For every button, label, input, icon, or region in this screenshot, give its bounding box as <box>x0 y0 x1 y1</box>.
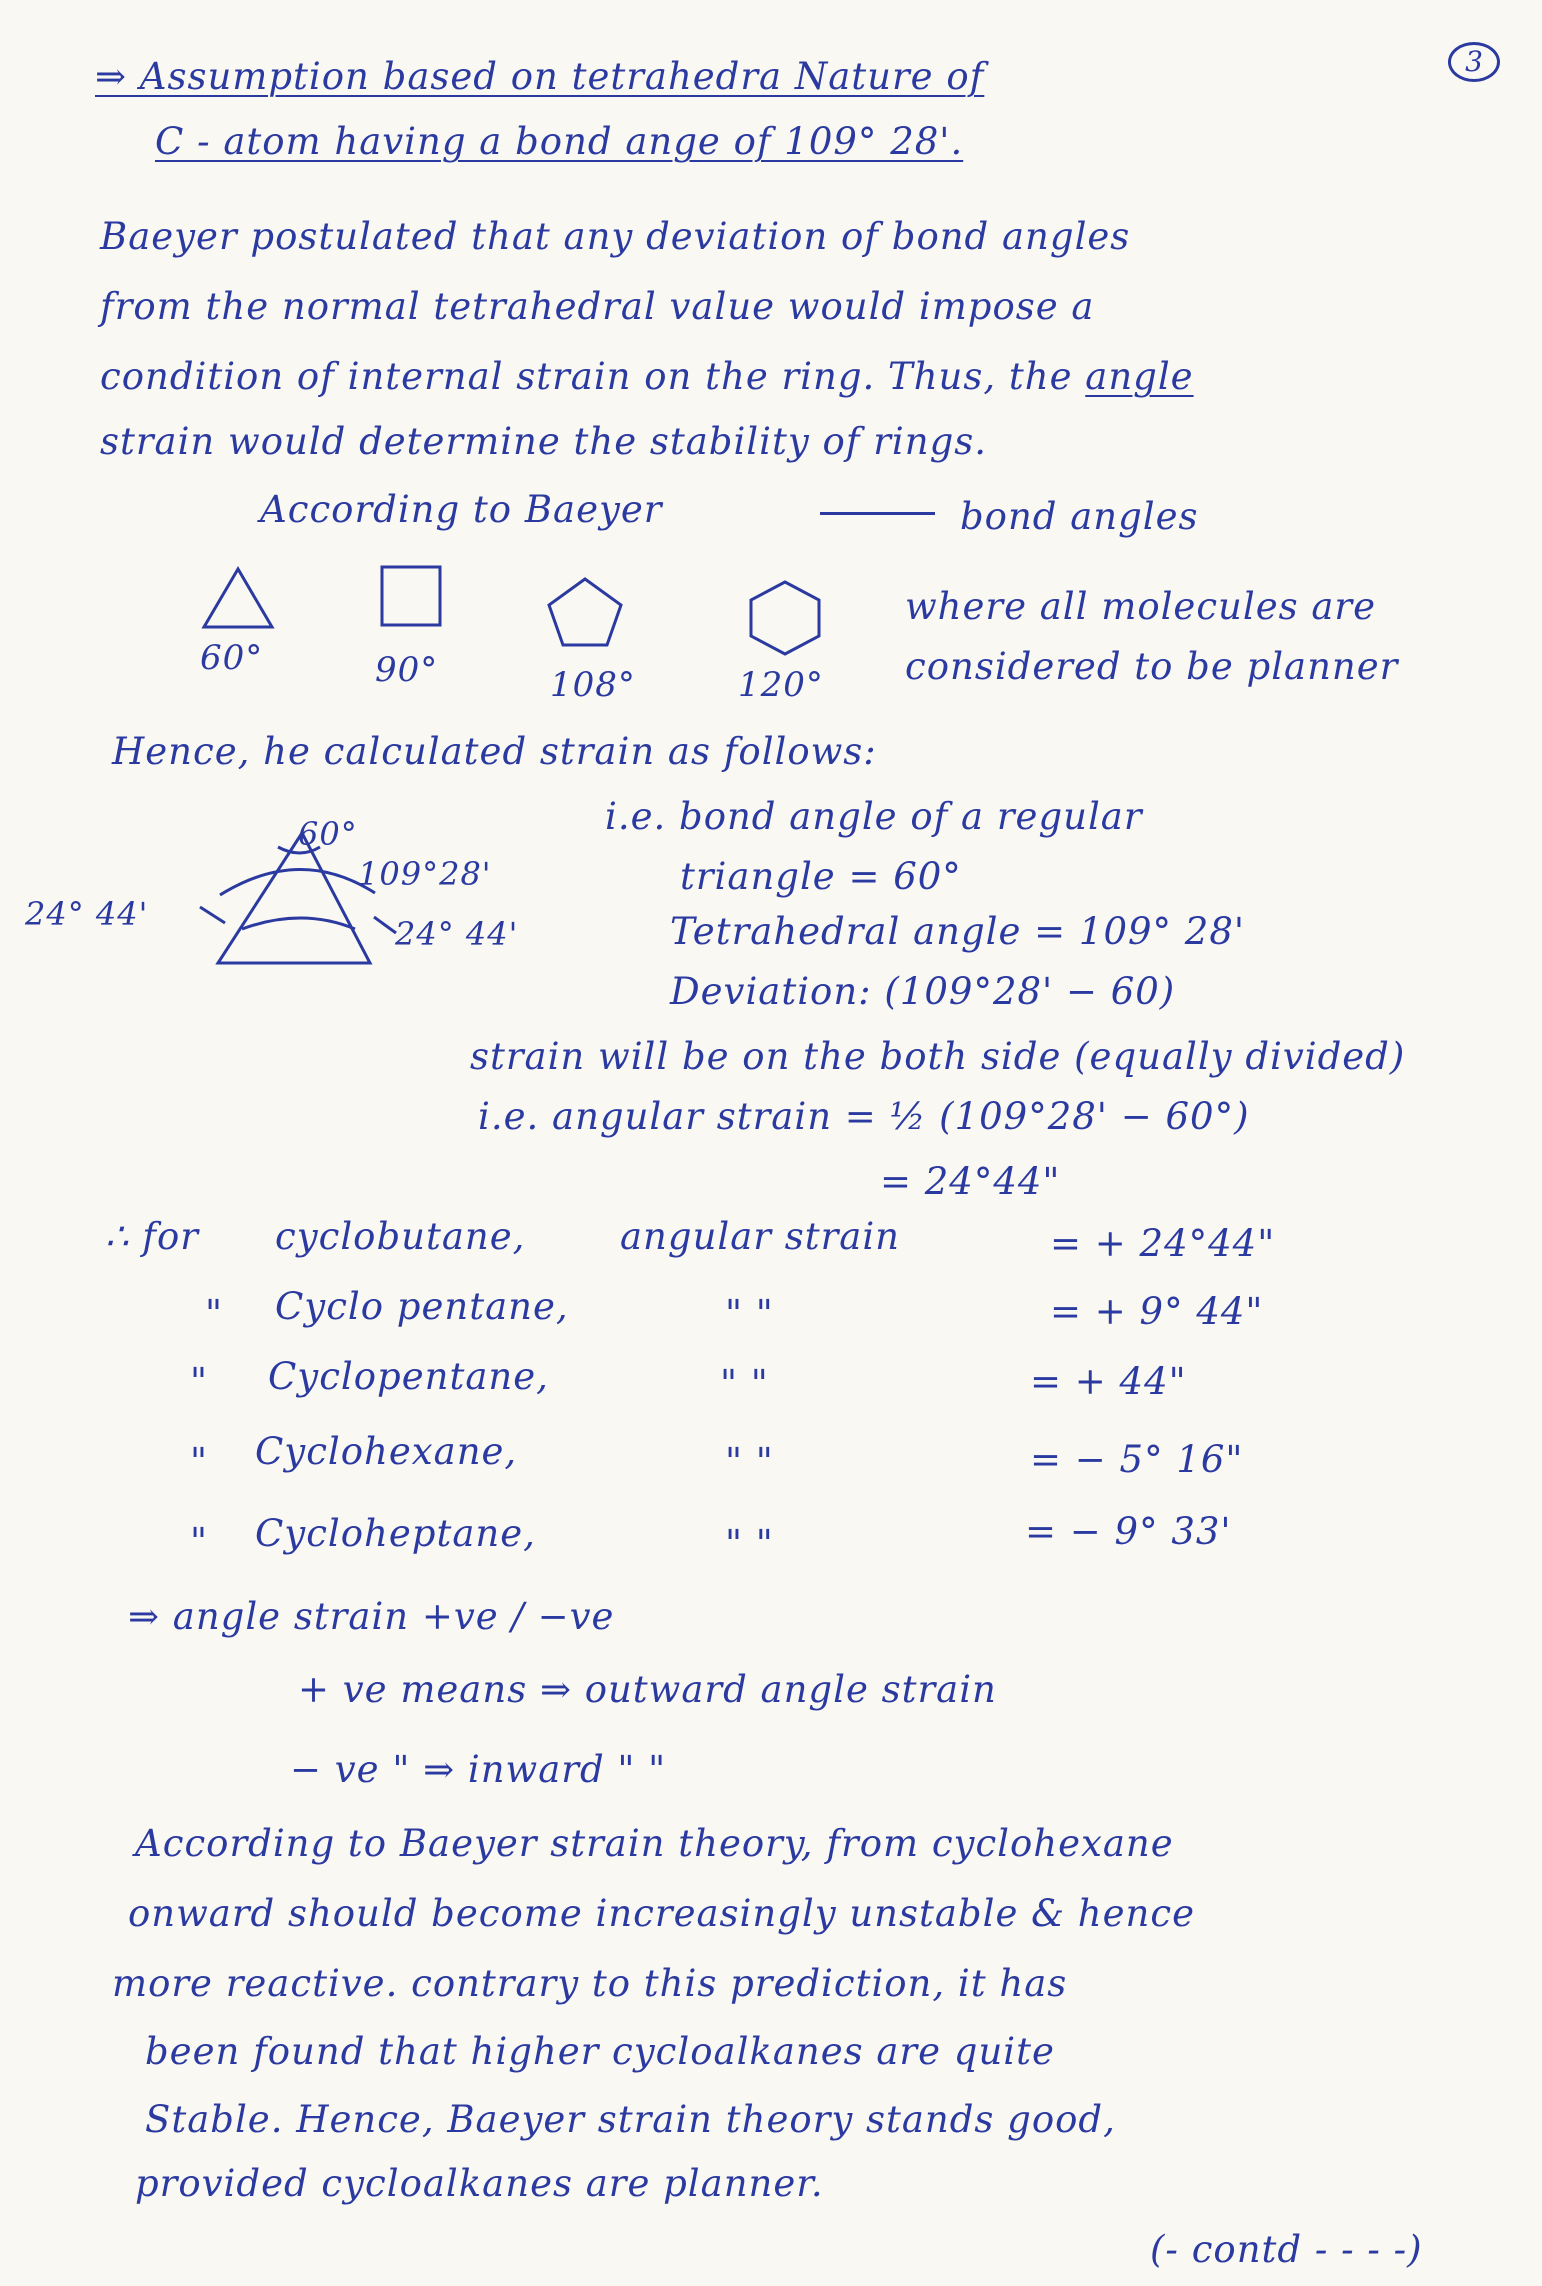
according-right: bond angles <box>960 495 1199 538</box>
calc-line-2: triangle = 60° <box>680 855 962 898</box>
row-prefix: " <box>190 1360 209 1403</box>
sign-line-2: + ve means ⇒ outward angle strain <box>298 1668 997 1711</box>
row-value: = − 5° 16" <box>1030 1438 1244 1481</box>
para1-line-3 <box>100 355 1194 398</box>
sign-line-1: ⇒ angle strain +ve / −ve <box>128 1595 615 1638</box>
according-dash <box>820 512 935 515</box>
square-shape <box>378 563 448 633</box>
conclusion-line-3: more reactive. contrary to this prediction, it has <box>112 1962 1068 2005</box>
according-left: According to Baeyer <box>260 488 663 531</box>
calc-line-3: Tetrahedral angle = 109° 28' <box>670 910 1246 953</box>
conclusion-line-1: According to Baeyer strain theory, from cyclohexane <box>135 1822 1174 1865</box>
row-prefix: " <box>190 1440 209 1483</box>
row-name: Cyclohexane, <box>255 1430 518 1473</box>
row-mid: angular strain <box>620 1215 901 1258</box>
intro-line-2: C - atom having a bond ange of 109° 28'. <box>155 120 964 163</box>
row-prefix: " <box>205 1292 224 1335</box>
conclusion-line-5: Stable. Hence, Baeyer strain theory stands good, <box>145 2098 1116 2141</box>
label-108: 108° <box>550 665 636 705</box>
right-arrow <box>374 917 396 933</box>
planar-note-line-2: considered to be planner <box>905 645 1399 688</box>
row-name: Cycloheptane, <box>255 1512 536 1555</box>
tetrahedral-arc <box>220 869 375 895</box>
label-90: 90° <box>375 650 439 690</box>
row-value: = − 9° 33' <box>1025 1510 1232 1553</box>
sign-line-3: − ve " ⇒ inward " " <box>290 1748 667 1791</box>
conclusion-line-2: onward should become increasingly unstable & hence <box>128 1892 1195 1935</box>
left-arrow <box>200 907 225 923</box>
inner-arc <box>242 918 355 929</box>
conclusion-line-6: provided cycloalkanes are planner. <box>135 2162 824 2205</box>
row-value: = + 9° 44" <box>1050 1290 1264 1333</box>
row-name: Cyclopentane, <box>268 1355 549 1398</box>
angle-underlined-word: angle <box>1085 355 1194 398</box>
row-prefix: " <box>190 1520 209 1563</box>
label-120: 120° <box>738 665 824 705</box>
page-number-badge: 3 <box>1448 42 1500 82</box>
calc-line-7: = 24°44" <box>880 1160 1061 1203</box>
fig-label-right-top: 109°28' <box>358 855 492 893</box>
calc-line-1: i.e. bond angle of a regular <box>605 795 1143 838</box>
row-mid: " " <box>725 1292 774 1335</box>
pentagon-shape <box>545 575 625 650</box>
label-60: 60° <box>200 638 264 678</box>
calc-line-5: strain will be on the both side (equally divided) <box>470 1035 1406 1078</box>
hexagon-shape <box>745 578 825 658</box>
fig-label-left: 24° 44' <box>25 895 149 933</box>
row-mid: " " <box>725 1522 774 1565</box>
hence-line: Hence, he calculated strain as follows: <box>112 730 877 773</box>
row-value: = + 44" <box>1030 1360 1187 1403</box>
para1-line-2: from the normal tetrahedral value would impose a <box>100 285 1095 328</box>
row-name: cyclobutane, <box>275 1215 526 1258</box>
para1-line-4: strain would determine the stability of rings. <box>100 420 988 463</box>
contd-note: (- contd - - - -) <box>1150 2228 1423 2271</box>
para1-line-1: Baeyer postulated that any deviation of bond angles <box>100 215 1131 258</box>
para1-line-3-text: condition of internal strain on the ring. Thus, the <box>100 355 1073 398</box>
row-mid: " " <box>720 1362 769 1405</box>
conclusion-line-4: been found that higher cycloalkanes are quite <box>145 2030 1055 2073</box>
triangle-shape <box>200 565 280 635</box>
row-value: = + 24°44" <box>1050 1222 1276 1265</box>
calc-line-4: Deviation: (109°28' − 60) <box>670 970 1176 1013</box>
fig-label-right-bottom: 24° 44' <box>395 915 519 953</box>
intro-line-1: ⇒ Assumption based on tetrahedra Nature of <box>95 55 985 98</box>
row-name: Cyclo pentane, <box>275 1285 569 1328</box>
row-prefix: ∴ for <box>105 1215 199 1258</box>
fig-label-top: 60° <box>298 815 358 853</box>
planar-note-line-1: where all molecules are <box>905 585 1376 628</box>
calc-line-6: i.e. angular strain = ½ (109°28' − 60°) <box>478 1095 1250 1138</box>
row-mid: " " <box>725 1440 774 1483</box>
